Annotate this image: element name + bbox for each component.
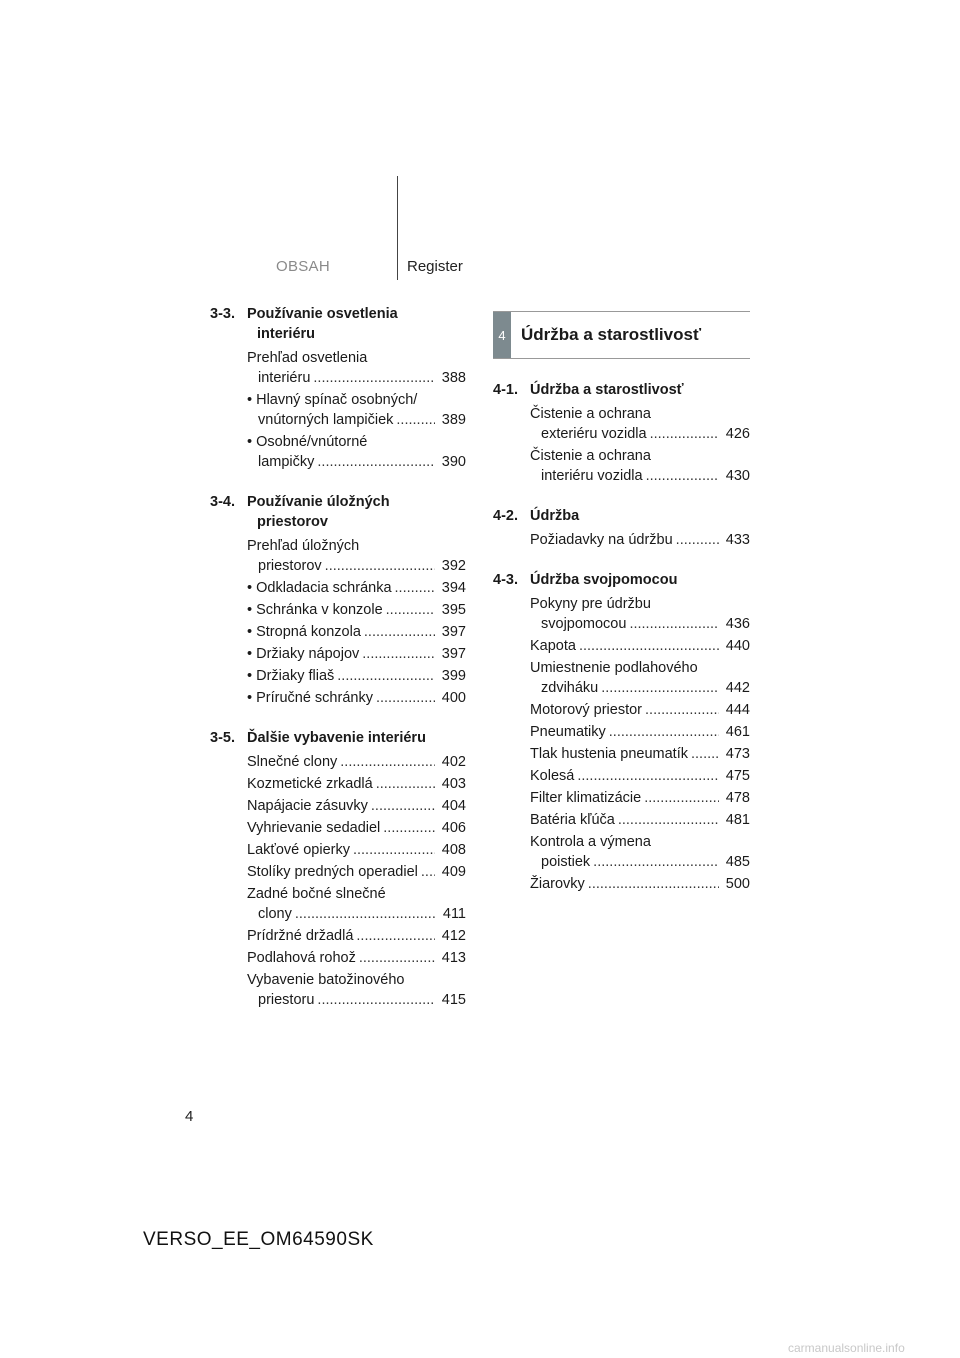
toc-entries [247, 536, 466, 708]
leader-dots [650, 424, 719, 444]
toc-entry-label [530, 832, 722, 872]
section-title-text [247, 728, 466, 748]
toc-entry-text: priestorov [258, 558, 322, 574]
toc-entry[interactable] [247, 818, 466, 838]
toc-entry-text: clony [258, 906, 292, 922]
section-number: 3-5. [210, 730, 235, 746]
toc-section [493, 506, 750, 550]
leader-dots [317, 990, 435, 1010]
section-title-line: Ďalšie vybavenie interiéru [247, 730, 426, 746]
toc-entry-text: • Držiaky nápojov [247, 646, 360, 662]
toc-entry-label [247, 948, 438, 968]
toc-entry-label [247, 348, 438, 388]
toc-entry[interactable] [247, 970, 466, 1010]
toc-entry-text: Batéria kľúča [530, 812, 615, 828]
toc-entry[interactable] [247, 688, 466, 708]
toc-entry-text: • Odkladacia schránka [247, 580, 392, 596]
leader-dots [359, 948, 435, 968]
toc-entry[interactable] [247, 774, 466, 794]
toc-page-number: 400 [441, 690, 466, 706]
toc-entry[interactable] [247, 432, 466, 472]
toc-entry[interactable] [530, 722, 750, 742]
toc-entry-label [247, 818, 438, 838]
toc-entry-line [247, 840, 438, 860]
toc-entry-text: Napájacie zásuvky [247, 798, 368, 814]
toc-entry[interactable] [247, 796, 466, 816]
toc-entry-text: Kolesá [530, 768, 575, 784]
toc-entry-label [247, 796, 438, 816]
toc-entry-label [247, 752, 438, 772]
toc-entry-label [530, 766, 722, 786]
toc-entry-line [247, 578, 438, 598]
toc-entry-label [530, 788, 722, 808]
toc-entry-label [247, 536, 438, 576]
toc-entry[interactable] [247, 840, 466, 860]
section-title [210, 728, 466, 748]
leader-dots [295, 904, 435, 924]
toc-entry-text: Požiadavky na údržbu [530, 532, 673, 548]
toc-entry-line [247, 818, 438, 838]
toc-entry[interactable] [530, 700, 750, 720]
toc-entry-line [247, 368, 438, 388]
toc-entry[interactable] [530, 874, 750, 894]
toc-page-number: 389 [441, 412, 466, 428]
toc-entry[interactable] [247, 752, 466, 772]
leader-dots [313, 368, 435, 388]
toc-page-number: 442 [725, 680, 750, 696]
toc-entry-line [530, 424, 722, 444]
section-title-text [247, 492, 466, 532]
toc-entry-text: Prehľad osvetlenia [247, 350, 368, 366]
leader-dots [396, 410, 435, 430]
toc-page-number: 412 [441, 928, 466, 944]
toc-page-number: 473 [725, 746, 750, 762]
toc-entry-label [530, 722, 722, 742]
toc-entry[interactable] [530, 594, 750, 634]
toc-entry-text: • Držiaky fliaš [247, 668, 335, 684]
toc-entry-label [247, 688, 438, 708]
toc-page-number: 436 [725, 616, 750, 632]
toc-entry-text: Čistenie a ochrana [530, 406, 651, 422]
section-title [493, 506, 750, 526]
toc-entry-line [530, 852, 722, 872]
toc-entry-label [247, 840, 438, 860]
leader-dots [601, 678, 719, 698]
toc-entry-label [247, 926, 438, 946]
toc-entries [247, 752, 466, 1010]
leader-dots [644, 788, 719, 808]
section-title-text [530, 570, 750, 590]
toc-entry-label [247, 622, 438, 642]
toc-entry-text: Motorový priestor [530, 702, 643, 718]
toc-page-number: 388 [441, 370, 466, 386]
toc-entry[interactable] [247, 578, 466, 598]
toc-page-number: 440 [725, 638, 750, 654]
toc-page-number: 397 [441, 624, 466, 640]
leader-dots [676, 530, 719, 550]
toc-entry-line [530, 678, 722, 698]
toc-page-number: 415 [441, 992, 466, 1008]
toc-entry-line [247, 622, 438, 642]
chapter-title: Údržba a starostlivosť [521, 325, 702, 344]
toc-entry-line [247, 948, 438, 968]
toc-page-number: 461 [725, 724, 750, 740]
toc-page-number: 404 [441, 798, 466, 814]
toc-entry[interactable] [247, 862, 466, 882]
toc-entries [247, 348, 466, 472]
toc-entry-label [247, 578, 438, 598]
leader-dots [609, 722, 719, 742]
toc-page-number: 478 [725, 790, 750, 806]
toc-entry-text: • Schránka v konzole [247, 602, 383, 618]
toc-entry-label [247, 774, 438, 794]
toc-page-number: 397 [441, 646, 466, 662]
toc-entry-text: Tlak hustenia pneumatík [530, 746, 688, 762]
leader-dots [588, 874, 719, 894]
toc-entry[interactable] [530, 788, 750, 808]
toc-entry-text: vnútorných lampičiek [258, 412, 394, 428]
toc-entry-line [247, 644, 438, 664]
toc-entry[interactable] [530, 744, 750, 764]
toc-section [210, 492, 466, 708]
toc-entry-label [247, 390, 438, 430]
toc-entry-text: Lakťové opierky [247, 842, 350, 858]
toc-page-number: 399 [441, 668, 466, 684]
toc-entry-line [247, 666, 438, 686]
toc-entry-line [247, 600, 438, 620]
chapter-heading [493, 311, 750, 359]
toc-entry-text: Umiestnenie podlahového [530, 660, 698, 676]
toc-entry-text: • Osobné/vnútorné [247, 434, 368, 450]
toc-entry-text: Stolíky predných operadiel [247, 864, 418, 880]
toc-page-number: 430 [725, 468, 750, 484]
toc-entry[interactable] [530, 832, 750, 872]
toc-page-number: 433 [725, 532, 750, 548]
toc-entry-text: poistiek [541, 854, 591, 870]
toc-entry-line [247, 752, 438, 772]
toc-entry[interactable] [247, 884, 466, 924]
toc-section [210, 728, 466, 1010]
section-title-line: Údržba a starostlivosť [530, 382, 684, 398]
toc-entry-text: Kozmetické zrkadlá [247, 776, 373, 792]
toc-section [493, 570, 750, 894]
toc-entry-line [530, 466, 722, 486]
toc-page-number: 392 [441, 558, 466, 574]
toc-entry[interactable] [247, 644, 466, 664]
toc-entry-label [530, 810, 722, 830]
toc-entry-text: Vyhrievanie sedadiel [247, 820, 381, 836]
toc-entry-label [530, 404, 722, 444]
header-obsah-link[interactable]: OBSAH [275, 258, 330, 275]
toc-entry[interactable] [530, 658, 750, 698]
leader-dots [421, 862, 435, 882]
toc-entry-line [247, 774, 438, 794]
toc-entry-line [530, 744, 722, 764]
toc-entry-line [530, 636, 722, 656]
toc-section [493, 380, 750, 486]
section-title-line: priestorov [257, 514, 328, 530]
watermark: carmanualsonline.info [788, 1341, 905, 1355]
toc-entry-text: Prehľad úložných [247, 538, 360, 554]
toc-entry-line [247, 452, 438, 472]
leader-dots [364, 622, 435, 642]
toc-entry-label [530, 744, 722, 764]
toc-entry[interactable] [530, 404, 750, 444]
toc-entry-line [530, 614, 722, 634]
section-number: 4-3. [493, 572, 518, 588]
toc-entry[interactable] [247, 926, 466, 946]
toc-entry-line [530, 766, 722, 786]
toc-entry[interactable] [530, 810, 750, 830]
toc-section [210, 304, 466, 472]
toc-entry[interactable] [247, 948, 466, 968]
toc-entry-text: • Príručné schránky [247, 690, 373, 706]
toc-entry-label [247, 862, 438, 882]
toc-entry-text: Žiarovky [530, 876, 585, 892]
toc-entry-label [530, 636, 722, 656]
toc-page-number: 390 [441, 454, 466, 470]
toc-entry[interactable] [530, 446, 750, 486]
leader-dots [340, 752, 435, 772]
toc-entry-label [530, 446, 722, 486]
document-code: VERSO_EE_OM64590SK [143, 1229, 374, 1250]
toc-entry[interactable] [247, 600, 466, 620]
section-number: 3-4. [210, 494, 235, 510]
toc-entries [530, 530, 750, 550]
toc-entry-label [530, 594, 722, 634]
leader-dots [645, 700, 719, 720]
leader-dots [362, 644, 435, 664]
toc-entry-line [530, 722, 722, 742]
toc-entry-label [247, 666, 438, 686]
toc-entry-text: Prídržné držadlá [247, 928, 354, 944]
toc-entry-text: exteriéru vozidla [541, 426, 647, 442]
toc-entry-line [247, 556, 438, 576]
toc-entry-text: Vybavenie batožinového [247, 972, 405, 988]
leader-dots [383, 818, 435, 838]
section-number: 4-1. [493, 382, 518, 398]
section-number: 3-3. [210, 306, 235, 322]
toc-entry-line [247, 904, 438, 924]
toc-entry-line [530, 530, 722, 550]
section-title-line: interiéru [257, 326, 316, 342]
leader-dots [618, 810, 719, 830]
toc-page-number: 500 [725, 876, 750, 892]
toc-entry-text: interiéru [258, 370, 311, 386]
toc-entry-line [530, 700, 722, 720]
toc-entry[interactable] [247, 622, 466, 642]
toc-entry-text: zdviháku [541, 680, 599, 696]
leader-dots [593, 852, 719, 872]
toc-entry[interactable] [247, 390, 466, 430]
toc-page-number: 444 [725, 702, 750, 718]
toc-entry-label [530, 700, 722, 720]
toc-entry-line [247, 990, 438, 1010]
toc-left-column [210, 304, 466, 1030]
toc-entry-line [530, 810, 722, 830]
toc-entry-line [247, 410, 438, 430]
leader-dots [629, 614, 719, 634]
leader-dots [371, 796, 435, 816]
toc-page-number: 406 [441, 820, 466, 836]
section-title-text [530, 380, 750, 400]
toc-entry-text: Kontrola a výmena [530, 834, 651, 850]
toc-entry-text: • Stropná konzola [247, 624, 361, 640]
toc-entry-line [247, 688, 438, 708]
leader-dots [646, 466, 719, 486]
toc-entry[interactable] [530, 636, 750, 656]
section-title-line: Údržba [530, 508, 580, 524]
toc-page-number: 394 [441, 580, 466, 596]
leader-dots [691, 744, 719, 764]
leader-dots [577, 766, 719, 786]
toc-entry-label [247, 884, 438, 924]
toc-entry-line [247, 796, 438, 816]
toc-page-number: 475 [725, 768, 750, 784]
toc-entry[interactable] [530, 530, 750, 550]
toc-entry-text: Filter klimatizácie [530, 790, 642, 806]
toc-entries [530, 594, 750, 894]
toc-entry-text: svojpomocou [541, 616, 627, 632]
section-title [210, 304, 466, 344]
toc-entry-line [530, 788, 722, 808]
toc-entry-line [247, 926, 438, 946]
toc-entry-line [530, 874, 722, 894]
toc-right-column [493, 380, 750, 914]
chapter-number-tab: 4 [493, 312, 511, 358]
section-number: 4-2. [493, 508, 518, 524]
page-number: 4 [185, 1108, 194, 1125]
toc-entry-line [247, 862, 438, 882]
toc-entry-text: Zadné bočné slnečné [247, 886, 386, 902]
leader-dots [317, 452, 435, 472]
toc-page-number: 408 [441, 842, 466, 858]
toc-entry-label [530, 658, 722, 698]
section-title-text [247, 304, 466, 344]
section-title-line: Používanie úložných [247, 494, 390, 510]
leader-dots [353, 840, 435, 860]
leader-dots [325, 556, 435, 576]
leader-dots [579, 636, 719, 656]
toc-page-number: 426 [725, 426, 750, 442]
header-divider [397, 176, 398, 280]
toc-entry-text: Slnečné clony [247, 754, 338, 770]
toc-entry[interactable] [247, 536, 466, 576]
toc-entry[interactable] [247, 666, 466, 686]
toc-entries [530, 404, 750, 486]
toc-entry-label [247, 644, 438, 664]
toc-entry-text: interiéru vozidla [541, 468, 643, 484]
toc-page-number: 402 [441, 754, 466, 770]
leader-dots [386, 600, 435, 620]
toc-entry-text: Pokyny pre údržbu [530, 596, 651, 612]
leader-dots [337, 666, 435, 686]
toc-entry-label [247, 970, 438, 1010]
section-title [493, 380, 750, 400]
toc-entry-text: Podlahová rohož [247, 950, 356, 966]
toc-entry-text: Pneumatiky [530, 724, 606, 740]
toc-page-number: 481 [725, 812, 750, 828]
toc-entry-text: Čistenie a ochrana [530, 448, 651, 464]
header-register-link[interactable]: Register [407, 258, 463, 275]
section-title [210, 492, 466, 532]
toc-entry-text: • Hlavný spínač osobných/ [247, 392, 418, 408]
toc-entry-label [247, 432, 438, 472]
toc-entry-label [530, 530, 722, 550]
leader-dots [395, 578, 435, 598]
toc-page-number: 395 [441, 602, 466, 618]
toc-entry-text: Kapota [530, 638, 576, 654]
toc-entry-label [530, 874, 722, 894]
toc-entry-label [247, 600, 438, 620]
toc-entry-text: priestoru [258, 992, 315, 1008]
toc-page-number: 409 [441, 864, 466, 880]
toc-page-number: 411 [442, 906, 466, 922]
toc-page-number: 485 [725, 854, 750, 870]
leader-dots [356, 926, 435, 946]
section-title-text [530, 506, 750, 526]
leader-dots [376, 774, 435, 794]
leader-dots [376, 688, 435, 708]
section-title [493, 570, 750, 590]
toc-entry-text: lampičky [258, 454, 315, 470]
section-title-line: Používanie osvetlenia [247, 306, 398, 322]
section-title-line: Údržba svojpomocou [530, 572, 678, 588]
toc-page-number: 413 [441, 950, 466, 966]
toc-entry[interactable] [530, 766, 750, 786]
toc-page-number: 403 [441, 776, 466, 792]
toc-entry[interactable] [247, 348, 466, 388]
